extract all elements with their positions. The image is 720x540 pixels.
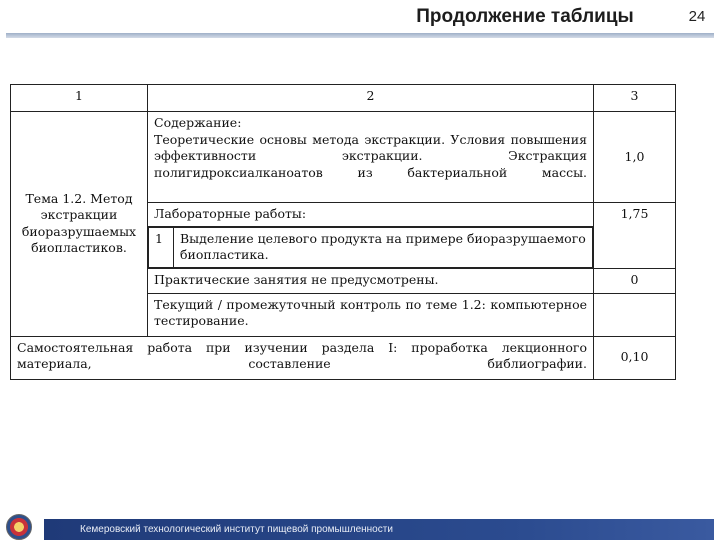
header-divider xyxy=(6,33,714,38)
table-header-row xyxy=(11,85,676,112)
table-row xyxy=(11,112,676,203)
footer-bar xyxy=(44,519,714,540)
table-row xyxy=(11,336,676,379)
page-title: Продолжение таблицы xyxy=(416,6,634,27)
institute-logo-icon xyxy=(6,514,32,540)
column-header-1: 1 xyxy=(11,85,148,112)
curriculum-table xyxy=(10,84,676,380)
footer xyxy=(0,512,720,540)
practice-cell: Практические занятия не предусмотрены. xyxy=(148,268,594,293)
control-hours-cell xyxy=(594,293,676,336)
selfwork-cell: Самостоятельная работа при изучении раздела I: проработка лекционного материала, составление библиографии. xyxy=(11,336,594,379)
content-label: Содержание: xyxy=(154,115,242,130)
content-text: Теоретические основы метода экстракции. Условия повышения эффективности экстракции. Экстракция полигидроксиалканоатов из бактериальной массы. xyxy=(154,131,587,180)
column-header-3: 3 xyxy=(594,85,676,112)
lab-hours: 1,75 xyxy=(594,203,676,269)
selfwork-hours: 0,10 xyxy=(594,336,676,379)
practice-hours: 0 xyxy=(594,268,676,293)
column-header-2: 2 xyxy=(148,85,594,112)
lab-item-text: Выделение целевого продукта на примере биоразрушаемого биопластика. xyxy=(174,227,593,267)
topic-cell: Тема 1.2. Метод экстракции биоразрушаемых биопластиков. xyxy=(11,112,148,337)
lab-item-number: 1 xyxy=(149,227,174,267)
footer-institute-name: Кемеровский технологический институт пищевой промышленности xyxy=(80,524,393,535)
control-cell: Текущий / промежуточный контроль по теме 1.2: компьютерное тестирование. xyxy=(148,293,594,336)
lab-item xyxy=(148,227,593,268)
lab-label: Лабораторные работы: xyxy=(148,203,593,227)
lab-cell xyxy=(148,203,594,269)
page-number: 24 xyxy=(688,8,706,25)
content-cell xyxy=(148,112,594,203)
content-hours: 1,0 xyxy=(594,112,676,203)
